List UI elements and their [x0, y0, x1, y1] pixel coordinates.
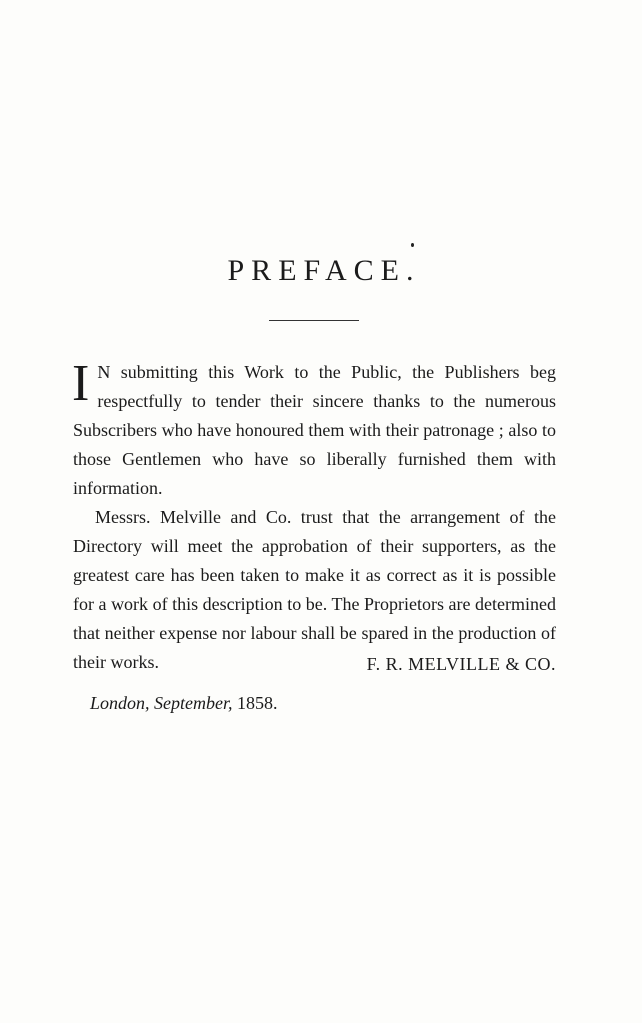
- paragraph-one: [72, 355, 556, 503]
- dateline: [90, 689, 278, 718]
- paragraph-two: Messrs. Melville and Co. trust that the arrangement of the Directory will meet the approbation of their supporters, as the greatest care has been taken to make it as correct as it is possible for a work of this description to be. The Proprietors are determined that neither expense nor labour shall be spared in the production of their works.: [73, 507, 556, 672]
- page-title: PREFACE.: [227, 254, 421, 287]
- ink-speck: [411, 243, 414, 247]
- dateline-month: September,: [154, 693, 233, 713]
- dateline-place: London,: [90, 693, 150, 713]
- title-divider: [269, 320, 359, 321]
- drop-cap: I: [72, 355, 90, 412]
- paragraph-one-text: N submitting this Work to the Public, the Publishers beg respectfully to tender their sincere thanks to the numerous Subscribers who have honoured them with their patronage ; also to those Gentlemen who have so liberally furnished them with information.: [73, 362, 556, 498]
- preface-body: [72, 355, 556, 677]
- signature: F. R. MELVILLE & CO.: [366, 654, 556, 674]
- dateline-year: 1858.: [237, 693, 278, 713]
